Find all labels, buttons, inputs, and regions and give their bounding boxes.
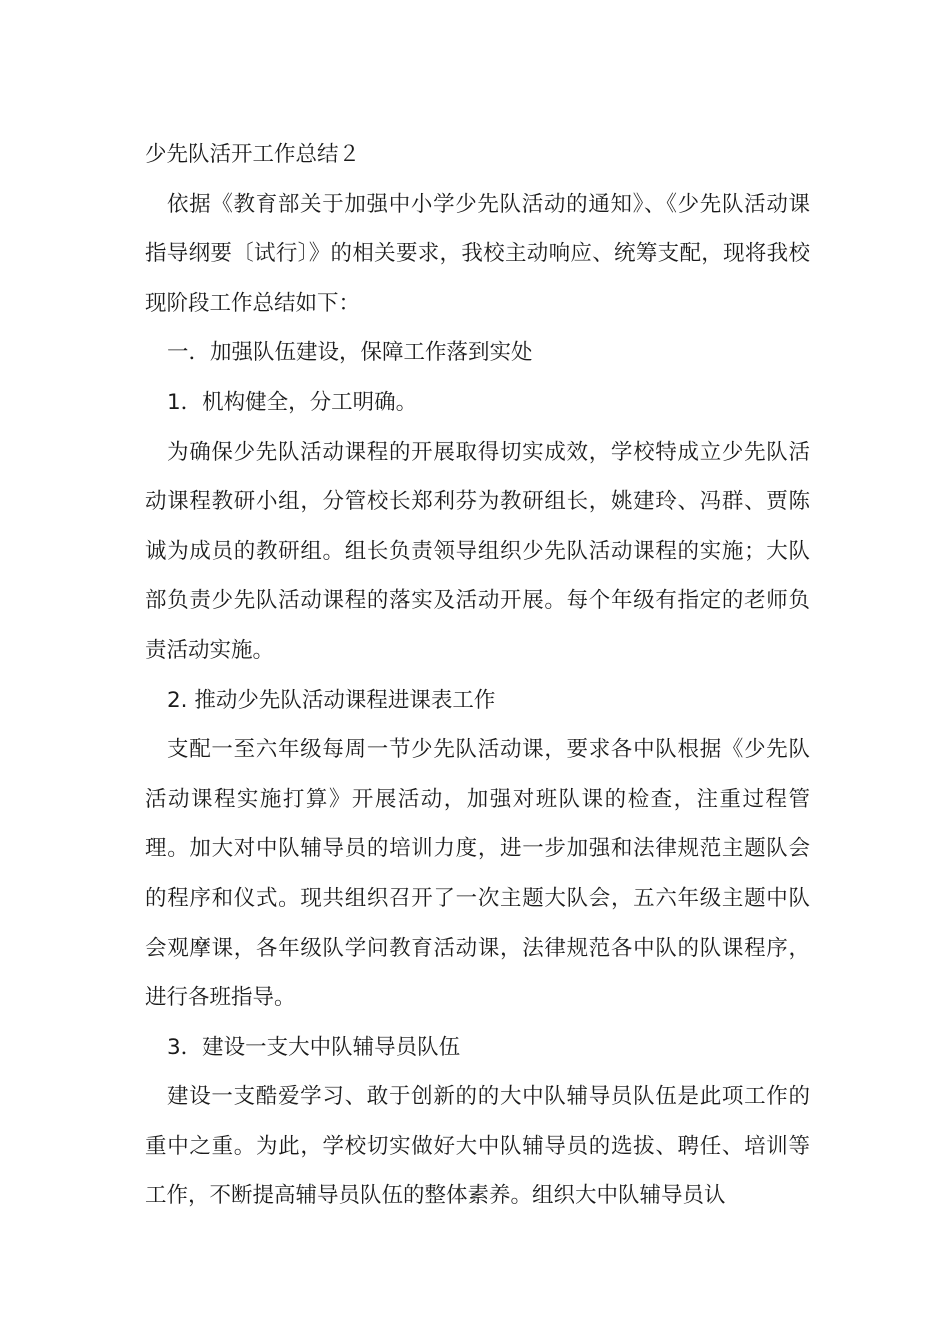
subheading-3: 3．建设一支大中队辅导员队伍: [167, 1034, 461, 1060]
document-title: 少先队活开工作总结２: [145, 142, 361, 167]
paragraph-intro: 依据《教育部关于加强中小学少先队活动的通知》、《少先队活动课指导纲要〔试行〕》的相关要求，我校主动响应、统筹支配，现将我校现阶段工作总结如下：: [145, 191, 810, 316]
paragraph-organization: 为确保少先队活动课程的开展取得切实成效，学校特成立少先队活动课程教研小组，分管校长郑利芬为教研组长，姚建玲、冯群、贾陈诚为成员的教研组。组长负责领导组织少先队活动课程的实施；大队部负责少先队活动课程的落实及活动开展。每个年级有指定的老师负责活动实施。: [145, 439, 810, 663]
paragraph-curriculum: 支配一至六年级每周一节少先队活动课，要求各中队根据《少先队活动课程实施打算》开展活动，加强对班队课的检查，注重过程管理。加大对中队辅导员的培训力度，进一步加强和法律规范主题队会的程序和仪式。现共组织召开了一次主题大队会，五六年级主题中队会观摩课，各年级队学问教育活动课，法律规范各中队的队课程序，进行各班指导。: [145, 737, 810, 1011]
section-heading-1: 一．加强队伍建设，保障工作落到实处: [167, 340, 533, 366]
subheading-1: 1．机构健全，分工明确。: [167, 389, 418, 415]
document-body: [145, 130, 810, 1221]
paragraph-counselors: 建设一支酷爱学习、敢于创新的的大中队辅导员队伍是此项工作的重中之重。为此，学校切实做好大中队辅导员的选拔、聘任、培训等工作，不断提高辅导员队伍的整体素养。组织大中队辅导员认: [145, 1084, 810, 1209]
subheading-2: 2. 推动少先队活动课程进课表工作: [167, 687, 496, 713]
